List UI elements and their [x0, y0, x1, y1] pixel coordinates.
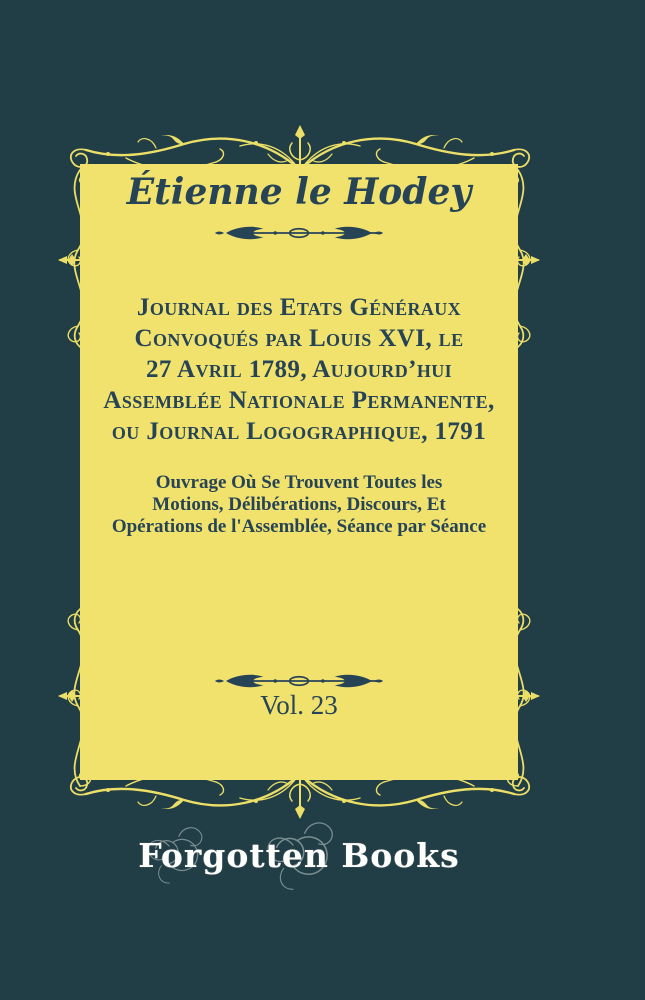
- publisher-logo: [80, 820, 518, 900]
- book-cover-panel: [80, 164, 518, 780]
- subtitle-line: Opérations de l'Assemblée, Séance par Séance: [111, 516, 487, 537]
- subtitle-line: Ouvrage Où Se Trouvent Toutes les: [155, 472, 443, 493]
- title-line: ou Journal Logographique, 1791: [111, 418, 487, 445]
- publisher-name: Forgotten Books: [138, 836, 460, 875]
- subtitle-line: Motions, Délibérations, Discours, Et: [152, 494, 446, 515]
- title-line: Assemblée Nationale Permanente,: [103, 387, 495, 414]
- arrow-divider-icon: [214, 222, 384, 244]
- arrow-divider-icon: [214, 670, 384, 692]
- book-subtitle: [80, 472, 518, 538]
- author-name: Étienne le Hodey: [126, 171, 472, 213]
- title-line: 27 Avril 1789, Aujourd’hui: [145, 356, 453, 383]
- title-line: Convoqués par Louis XVI, le: [134, 325, 464, 352]
- book-title: [80, 292, 518, 447]
- title-line: Journal des Etats Généraux: [136, 294, 462, 321]
- volume-label: Vol. 23: [260, 690, 338, 720]
